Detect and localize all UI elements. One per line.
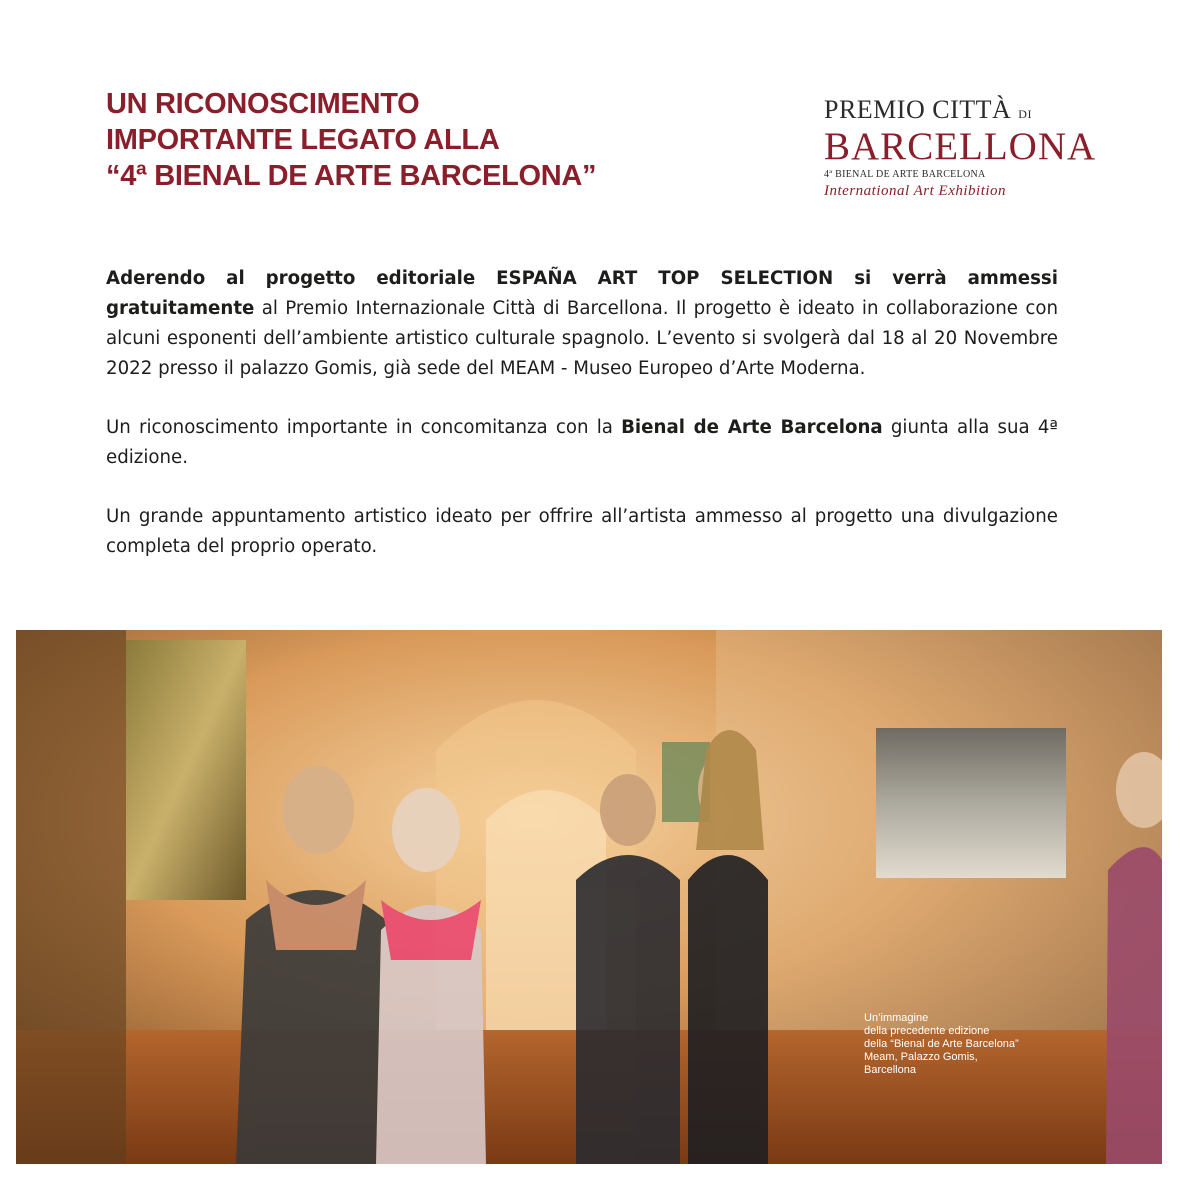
headline-line-2: IMPORTANTE LEGATO ALLA (106, 124, 500, 156)
caption-line-3: della “Bienal de Arte Barcelona” (864, 1038, 1019, 1050)
paragraph-2-bold: Bienal de Arte Barcelona (621, 417, 883, 438)
article-body (106, 264, 1058, 591)
logo-premio-text: PREMIO CITTÀ (824, 95, 1012, 124)
caption-line-4: Meam, Palazzo Gomis, (864, 1051, 978, 1063)
photo-caption (864, 1012, 1064, 1077)
paragraph-3 (106, 502, 1058, 562)
paragraph-1 (106, 264, 1058, 384)
headline-line-1: UN RICONOSCIMENTO (106, 88, 420, 120)
logo-line-1 (824, 96, 1104, 128)
logo-exhibition-text: International Art Exhibition (824, 183, 1007, 199)
exhibition-photo (16, 630, 1162, 1164)
exhibition-photo-illustration (16, 630, 1162, 1164)
paragraph-2-text-after: giunta alla sua 4ª edizione. (106, 417, 1058, 468)
caption-line-5: Barcellona (864, 1064, 916, 1076)
headline (106, 86, 726, 194)
headline-line-3: “4ª BIENAL DE ARTE BARCELONA” (106, 160, 597, 192)
caption-line-2: della precedente edizione (864, 1025, 990, 1037)
logo-bienal-text: 4ª BIENAL DE ARTE BARCELONA (824, 169, 986, 180)
logo-barcellona-text: BARCELLONA (824, 125, 1097, 168)
paragraph-3-text: Un grande appuntamento artistico ideato per offrire all’artista ammesso al progetto una divulgazione completa del proprio operato. (106, 506, 1058, 557)
logo-di-text: DI (1018, 107, 1032, 121)
paragraph-1-text: al Premio Internazionale Città di Barcellona. Il progetto è ideato in collaborazione con alcuni esponenti dell’ambiente artistico culturale spagnolo. L’evento si svolgerà dal 18 al 20 Novembre 2022 presso il palazzo Gomis, già sede del MEAM - Museo Europeo d’Arte Moderna. (106, 298, 1058, 379)
paragraph-2 (106, 413, 1058, 473)
paragraph-1-bold: Aderendo al progetto editoriale ESPAÑA ART TOP SELECTION si verrà ammessi gratuitamente (106, 268, 1058, 319)
paragraph-2-text-before: Un riconoscimento importante in concomitanza con la (106, 417, 622, 438)
premio-logo (824, 96, 1104, 200)
caption-line-1: Un’immagine (864, 1012, 929, 1024)
